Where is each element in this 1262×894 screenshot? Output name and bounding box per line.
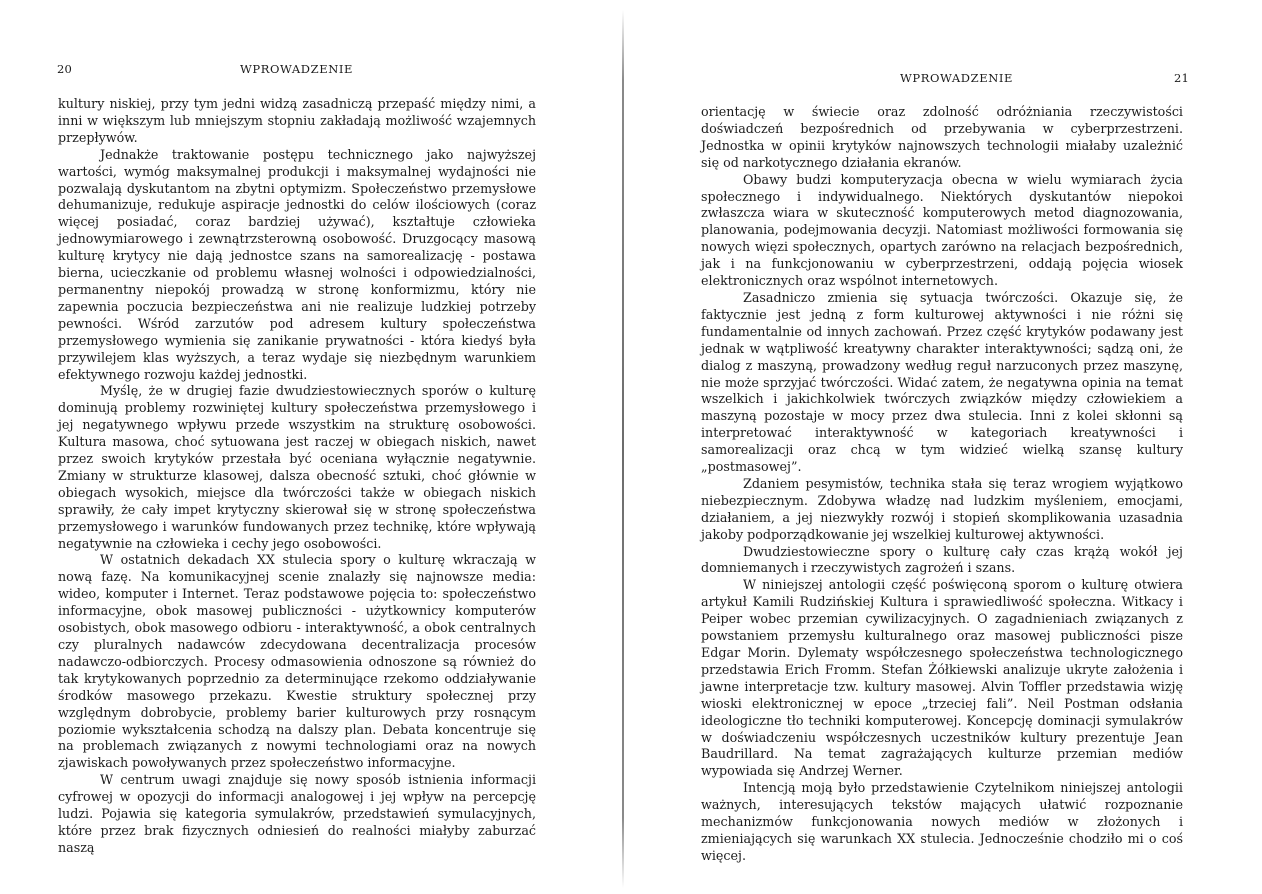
paragraph: Myślę, że w drugiej fazie dwudziestowiecznych sporów o kulturę dominują problemy rozwiniętej kultury społeczeństwa przemysłowego i jej negatywnego wpływu przede wszystkim na strukturę osobowości. Kultura masowa, choć sytuowana jest raczej w obiegach niskich, nawet przez swoich krytyków przestała być oceniana wyłącznie negatywnie. Zmiany w strukturze klasowej, dalsza obecność sztuki, choć głównie w obiegach wysokich, miejsce dla twórczości także w obiegach niskich sprawiły, że cały impet krytyczny skierował się w stronę społeczeństwa przemysłowego i warunków fundowanych przez technikę, które wpływają negatywnie na człowieka i cechy jego osobowości.	[58, 383, 536, 551]
paragraph: W centrum uwagi znajduje się nowy sposób istnienia informacji cyfrowej w opozycji do informacji analogowej i jej wpływ na percepcję ludzi. Pojawia się kategoria symulakrów, przedstawień symulacyjnych, które przez brak fizycznych odniesień do realności miałyby zaburzać naszą	[58, 772, 536, 855]
left-running-head: WPROWADZENIE	[240, 62, 354, 76]
left-page	[0, 0, 622, 894]
paragraph: Obawy budzi komputeryzacja obecna w wielu wymiarach życia społecznego i indywidualnego. Niektórych dyskutantów niepokoi zwłaszcza wiara w skuteczność komputerowych metod diagnozowania, planowania, podejmowania decyzji. Natomiast możliwości formowania się nowych więzi społecznych, opartych zarówno na relacjach bezpośrednich, jak i na funkcjonowaniu w cyberprzestrzeni, oddają pojęcia wiosek elektronicznych oraz wspólnot internetowych.	[701, 171, 1183, 289]
paragraph: kultury niskiej, przy tym jedni widzą zasadniczą przepaść między nimi, a inni w większym lub mniejszym stopniu zakładają możliwość wzajemnych przepływów.	[58, 96, 536, 145]
paragraph: Zdaniem pesymistów, technika stała się teraz wrogiem wyjątkowo niebezpiecznym. Zdobywa władzę nad ludzkim myśleniem, emocjami, działaniem, a jej niezwykły rozwój i stopień skomplikowania uzasadnia jakoby podporządkowanie jej wszelkiej kulturowej aktywności.	[701, 475, 1183, 542]
paragraph: Dwudziestowieczne spory o kulturę cały czas krążą wokół jej domniemanych i rzeczywistych zagrożeń i szans.	[701, 543, 1183, 576]
left-text-block	[58, 96, 536, 857]
right-text-block	[701, 104, 1183, 865]
paragraph: Jednakże traktowanie postępu technicznego jako najwyższej wartości, wymóg maksymalnej produkcji i maksymalnej wydajności nie pozwalają dyskutantom na zbytni optymizm. Społeczeństwo przemysłowe dehumanizuje, redukuje aspiracje jednostki do celów ilościowych (coraz więcej posiadać, coraz bardziej używać), kształtuje człowieka jednowymiarowego i zewnątrzsterowną osobowość. Druzgocący masową kulturę krytycy nie dają jednostce szans na samorealizację - postawa bierna, ucieczkanie od problemu własnej wolności i odpowiedzialności, permanentny niepokój prowadzą w stronę konformizmu, który nie zapewnia poczucia bezpieczeństwa ani nie realizuje ludzkiej potrzeby pewności. Wśród zarzutów pod adresem kultury społeczeństwa przemysłowego wymienia się zanikanie prywatności - która kiedyś była przywilejem klas wyższych, a teraz wydaje się niezbędnym warunkiem efektywnego rozwoju każdej jednostki.	[58, 146, 536, 382]
right-page-number: 21	[1174, 71, 1190, 85]
paragraph: Intencją moją było przedstawienie Czytelnikom niniejszej antologii ważnych, interesujących tekstów mających ułatwić rozpoznanie mechanizmów funkcjonowania nowych mediów w złożonych i zmieniających się warunkach XX stulecia. Jednocześnie chodziło mi o coś więcej.	[701, 780, 1183, 863]
paragraph: Zasadniczo zmienia się sytuacja twórczości. Okazuje się, że faktycznie jest jedną z form kulturowej aktywności i nie różni się fundamentalnie od innych zachowań. Przez część krytyków podawany jest jednak w wątpliwość kreatywny charakter interaktywności; sądzą oni, że dialog z maszyną, prowadzony według reguł narzuconych przez maszynę, nie może sprzyjać twórczości. Widać zatem, że negatywna opinia na temat wszelkich i jakichkolwiek twórczych związków między człowiekiem a maszyną pozostaje w mocy przez dwa stulecia. Inni z kolei skłonni są interpretować interaktywność w kategoriach kreatywności i samorealizacji oraz chcą w tym widzieć wielką szansę kultury „postmasowej”.	[701, 289, 1183, 475]
right-running-head: WPROWADZENIE	[900, 71, 1014, 85]
paragraph: orientację w świecie oraz zdolność odróżniania rzeczywistości doświadczeń bezpośrednich od przebywania w cyberprzestrzeni. Jednostka w opinii krytyków najnowszych technologii miałaby uzależnić się od narkotycznego działania ekranów.	[701, 104, 1183, 170]
paragraph: W ostatnich dekadach XX stulecia spory o kulturę wkraczają w nową fazę. Na komunikacyjnej scenie znalazły się najnowsze media: wideo, komputer i Internet. Teraz podstawowe pojęcia to: społeczeństwo informacyjne, obok masowej publiczności - użytkownicy komputerów osobistych, obok masowego odbioru - interaktywność, a obok centralnych czy pluralnych nadawców zdecydowana decentralizacja procesów nadawczo-odbiorczych. Procesy odmasowienia odnoszone są również do tak krytykowanych poprzednio za determinujące rzekomo oddziaływanie środków masowego przekazu. Kwestie struktury społecznej przy względnym dobrobycie, problemy barier kulturowych przy rosnącym poziomie wykształcenia schodzą na dalszy plan. Debata koncentruje się na problemach związanych z nowymi technologiami oraz na nowych zjawiskach powoływanych przez społeczeństwo informacyjne.	[58, 552, 536, 771]
left-page-number: 20	[57, 62, 73, 76]
paragraph: W niniejszej antologii część poświęconą sporom o kulturę otwiera artykuł Kamili Rudzińskiej Kultura i sprawiedliwość społeczna. Witkacy i Peiper wobec przemian cywilizacyjnych. O zagadnieniach związanych z powstaniem przemysłu kulturalnego oraz masowej publiczności pisze Edgar Morin. Dylematy współczesnego społeczeństwa technologicznego przedstawia Erich Fromm. Stefan Żółkiewski analizuje ukryte założenia i jawne interpretacje tzw. kultury masowej. Alvin Toffler przedstawia wizję wioski elektronicznej w epoce „trzeciej fali”. Neil Postman odsłania ideologiczne tło techniki komputerowej. Koncepcję dominacji symulakrów w doświadczeniu współczesnych uczestników kultury prezentuje Jean Baudrillard. Na temat zagrażających kulturze przemian mediów wypowiada się Andrzej Werner.	[701, 577, 1183, 779]
right-page	[624, 0, 1262, 894]
